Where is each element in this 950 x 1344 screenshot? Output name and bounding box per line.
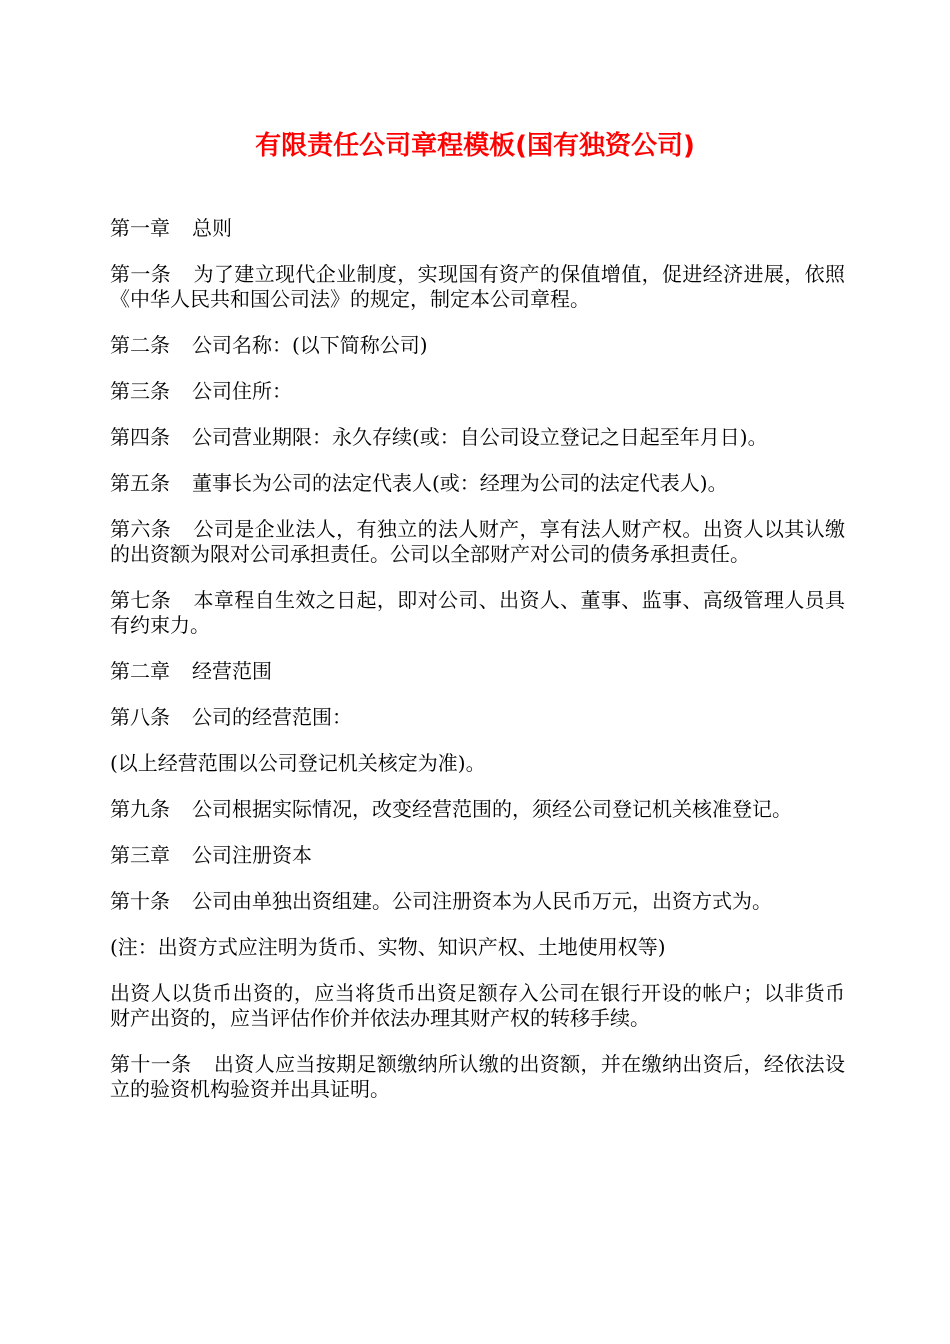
article-paragraph	[110, 333, 845, 358]
article-paragraph	[110, 588, 845, 638]
article-label: 第九条	[110, 797, 170, 821]
article-text: 公司住所：	[192, 379, 292, 403]
article-text: 公司的经营范围：	[192, 705, 352, 729]
article-text: 为了建立现代企业制度，实现国有资产的保值增值，促进经济进展，依照《中华人民共和国公司法》的规定，制定本公司章程。	[110, 262, 846, 311]
article-paragraph	[110, 471, 845, 496]
article-text: 公司由单独出资组建。公司注册资本为人民币万元，出资方式为。	[192, 889, 772, 913]
body-paragraph	[110, 981, 845, 1031]
article-label: 第四条	[110, 425, 170, 449]
article-label: 第一条	[110, 262, 172, 286]
article-paragraph	[110, 262, 845, 312]
article-paragraph	[110, 1052, 845, 1102]
chapter-title: 总则	[192, 216, 232, 240]
article-paragraph	[110, 379, 845, 404]
document-title: 有限责任公司章程模板(国有独资公司)	[255, 131, 695, 161]
note-text: (以上经营范围以公司登记机关核定为准)。	[110, 751, 486, 775]
article-label: 第三条	[110, 379, 170, 403]
article-label: 第十一条	[110, 1052, 192, 1076]
article-label: 第十条	[110, 889, 170, 913]
chapter-title: 经营范围	[192, 659, 272, 683]
chapter-label: 第三章	[110, 843, 170, 867]
article-label: 第二条	[110, 333, 170, 357]
article-paragraph	[110, 797, 845, 822]
article-text: 出资人应当按期足额缴纳所认缴的出资额，并在缴纳出资后，经依法设立的验资机构验资并出具证明。	[110, 1052, 846, 1101]
article-paragraph	[110, 517, 845, 567]
chapter-label: 第一章	[110, 216, 170, 240]
article-paragraph	[110, 425, 845, 450]
article-text: 公司营业期限：永久存续(或：自公司设立登记之日起至年月日)。	[192, 425, 768, 449]
article-text: 本章程自生效之日起，即对公司、出资人、董事、监事、高级管理人员具有约束力。	[110, 588, 846, 637]
article-label: 第八条	[110, 705, 170, 729]
article-text: 公司名称：(以下简称公司)	[192, 333, 428, 357]
chapter-label: 第二章	[110, 659, 170, 683]
article-text: 董事长为公司的法定代表人(或：经理为公司的法定代表人)。	[192, 471, 728, 495]
article-paragraph	[110, 889, 845, 914]
document-body	[110, 216, 845, 1123]
chapter-title: 公司注册资本	[192, 843, 312, 867]
chapter-heading	[110, 843, 845, 868]
note-paragraph	[110, 751, 845, 776]
chapter-heading	[110, 659, 845, 684]
chapter-heading	[110, 216, 845, 241]
article-text: 公司是企业法人，有独立的法人财产，享有法人财产权。出资人以其认缴的出资额为限对公司承担责任。公司以全部财产对公司的债务承担责任。	[110, 517, 846, 566]
paragraph-text: 出资人以货币出资的，应当将货币出资足额存入公司在银行开设的帐户；以非货币财产出资的，应当评估作价并依法办理其财产权的转移手续。	[110, 981, 845, 1030]
note-text: (注：出资方式应注明为货币、实物、知识产权、土地使用权等)	[110, 935, 666, 959]
article-label: 第六条	[110, 517, 172, 541]
note-paragraph	[110, 935, 845, 960]
article-paragraph	[110, 705, 845, 730]
article-text: 公司根据实际情况，改变经营范围的，须经公司登记机关核准登记。	[192, 797, 792, 821]
article-label: 第七条	[110, 588, 172, 612]
article-label: 第五条	[110, 471, 170, 495]
